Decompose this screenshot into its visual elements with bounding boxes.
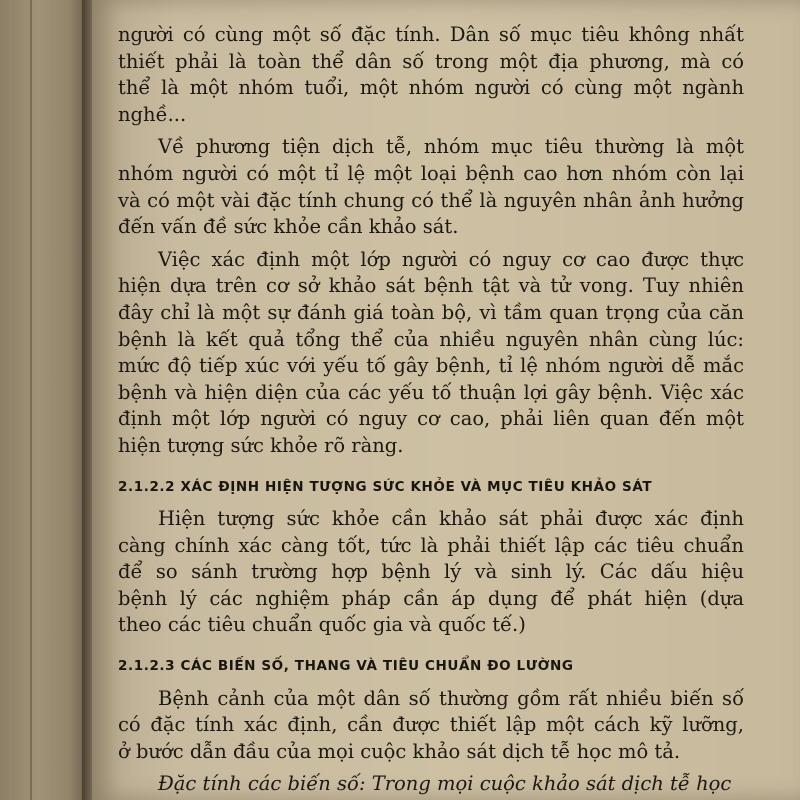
- text-line: thiết phải là toàn thể dân số trong một địa phương, mà có: [118, 49, 744, 73]
- text-line: Hiện tượng sức khỏe cần khảo sát phải được xác định: [158, 507, 744, 531]
- paragraph-2: [118, 134, 744, 240]
- text-line: theo các tiêu chuẩn quốc gia và quốc tế.): [118, 613, 526, 637]
- text-line: bệnh lý các nghiệm pháp cần áp dụng để phát hiện (dựa: [118, 586, 744, 610]
- text-line: nhóm người có một tỉ lệ một loại bệnh cao hơn nhóm còn lại: [118, 161, 744, 185]
- text-line: định một lớp người có nguy cơ cao, phải liên quan đến một: [118, 407, 744, 431]
- text-line: đến vấn đề sức khỏe cần khảo sát.: [118, 215, 459, 239]
- text-line: có đặc tính xác định, cần được thiết lập một cách kỹ lưỡng,: [118, 713, 744, 737]
- paragraph-6: [118, 771, 744, 798]
- text-line: Việc xác định một lớp người có nguy cơ cao được thực: [158, 247, 744, 271]
- left-page-edge: [30, 0, 32, 800]
- text-line: mức độ tiếp xúc với yếu tố gây bệnh, tỉ lệ nhóm người dễ mắc: [118, 354, 744, 378]
- section-heading-2-1-2-2: 2.1.2.2 XÁC ĐỊNH HIỆN TƯỢNG SỨC KHỎE VÀ MỤC TIÊU KHẢO SÁT: [118, 478, 653, 495]
- text-line: hiện dựa trên cơ sở khảo sát bệnh tật và tử vong. Tuy nhiên: [118, 274, 744, 298]
- section-heading-2-1-2-3: 2.1.2.3 CÁC BIẾN SỐ, THANG VÀ TIÊU CHUẨN ĐO LƯỜNG: [118, 658, 574, 675]
- text-line: người có cùng một số đặc tính. Dân số mục tiêu không nhất: [118, 23, 744, 46]
- text-line: bệnh và hiện diện của các yếu tố thuận lợi gây bệnh. Việc xác: [118, 380, 744, 404]
- text-line: càng chính xác càng tốt, tức là phải thiết lập các tiêu chuẩn: [118, 533, 744, 557]
- right-page: [92, 0, 800, 800]
- paragraph-3: [118, 247, 744, 460]
- text-line: và có một vài đặc tính chung có thể là nguyên nhân ảnh hưởng: [118, 188, 744, 212]
- text-line: bệnh là kết quả tổng thể của nhiều nguyên nhân cùng lúc:: [118, 327, 744, 351]
- text-line: đây chỉ là một sự đánh giá toàn bộ, vì tầm quan trọng của căn: [118, 300, 744, 324]
- text-line: thể là một nhóm tuổi, một nhóm người có cùng một ngành: [118, 76, 744, 100]
- text-line: hiện tượng sức khỏe rõ ràng.: [118, 433, 404, 457]
- text-line: Đặc tính các biến số: Trong mọi cuộc khảo sát dịch tễ học: [158, 772, 732, 796]
- paragraph-4: [118, 506, 744, 639]
- text-line: để so sánh trường hợp bệnh lý và sinh lý. Các dấu hiệu: [118, 560, 744, 584]
- text-line: Về phương tiện dịch tễ, nhóm mục tiêu thường là một: [158, 135, 744, 159]
- left-page: [0, 0, 86, 800]
- paragraph-5: [118, 686, 744, 766]
- text-line: ở bước dẫn đầu của mọi cuộc khảo sát dịch tễ học mô tả.: [118, 739, 681, 763]
- text-line: Bệnh cảnh của một dân số thường gồm rất nhiều biến số: [158, 686, 744, 710]
- paragraph-1: [118, 22, 744, 128]
- text-line: nghề...: [118, 102, 187, 126]
- page-text: [118, 22, 744, 800]
